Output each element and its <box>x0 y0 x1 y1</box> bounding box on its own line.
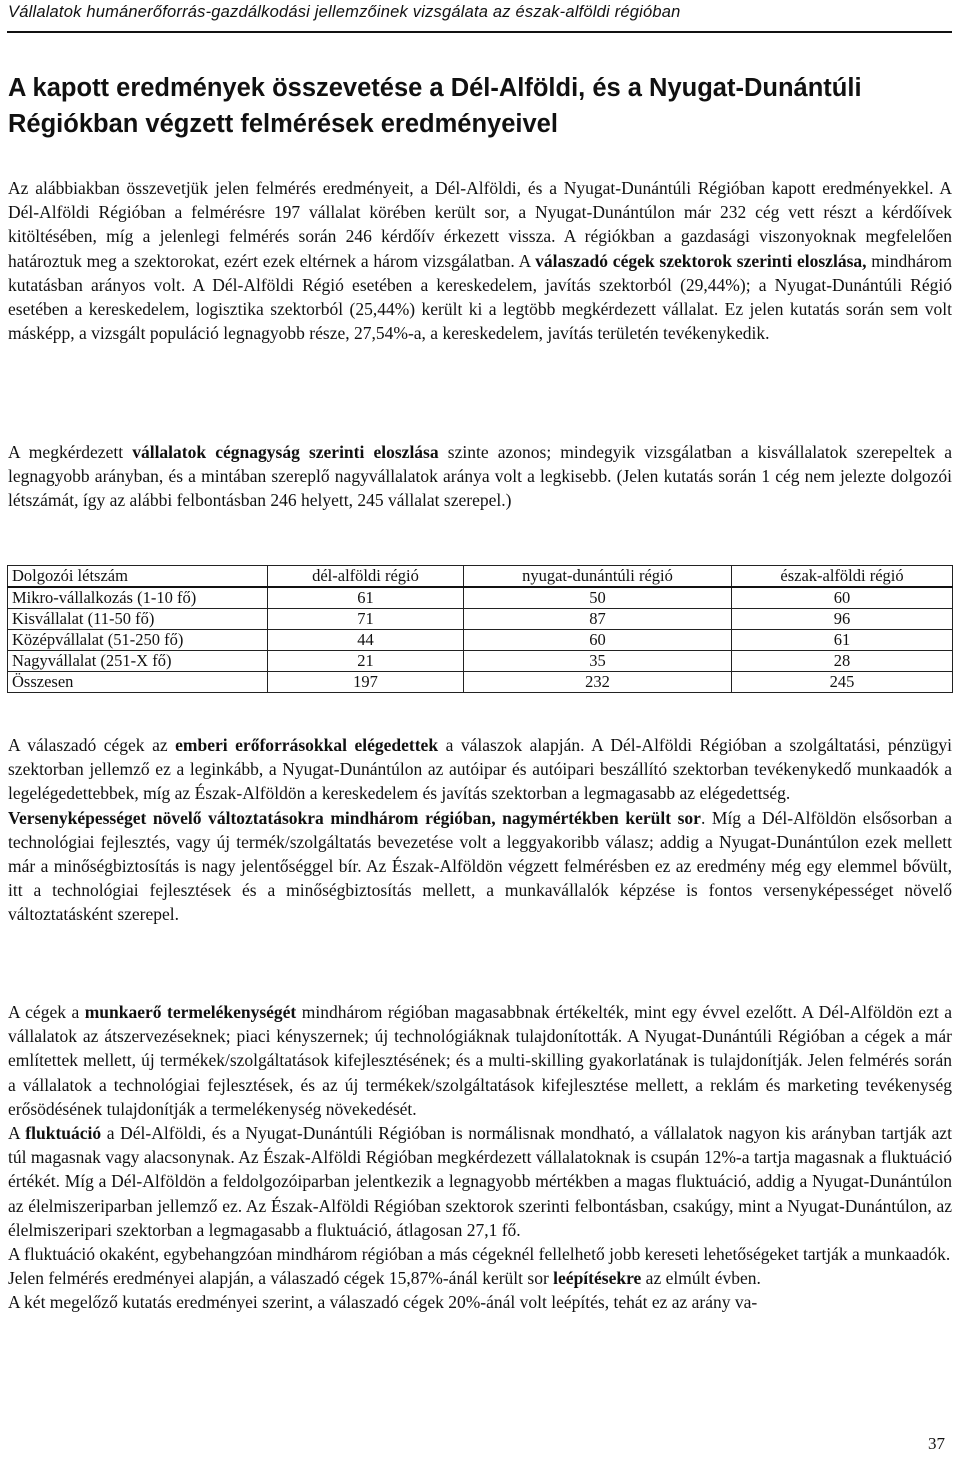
table-row <box>8 609 953 630</box>
table-header-cell: dél-alföldi régió <box>268 566 464 588</box>
text-run: A válaszadó cégek az <box>8 735 176 755</box>
table-cell: 96 <box>732 609 953 630</box>
text-run: Az alábbiakban összevetjük jelen felmérés eredményeit, a Dél-Alföldi, és a Nyugat-Dunántúli Régióban kapott eredményekkel. A Dél-Alföldi Régióban a felmérésre 197 vállalat körében került sor, a Nyugat-Dunántúlon már 232 cég vett részt a kérdőívek kitöltésében, míg a jelenlegi felmérés során 246 kérdőív érkezett vissza. A régiókban a gazdasági viszonyoknak megfelelően határoztuk meg a szektorokat, ezért ezek eltérnek a három vizsgálatban. A <box>8 178 952 271</box>
text-run: A cégek a <box>8 1002 85 1022</box>
table-cell: 61 <box>732 630 953 651</box>
text-run: mindhárom régióban magasabbnak értékelték, mint egy évvel ezelőtt. A Dél-Alföldön ezt a vállalatok az átszervezéseknek; piaci kényszernek; új technológiáknak tulajdonították. A Nyugat-Dunántúli Régióban a cégek a már említettek mellett, új termékek/szolgáltatások kifejlesztésének; és a multi-skilling gyakorlatának is tulajdonítják. Jelen felmérés során a vállalatok a technológiai fejlesztések, és az új termékek/szolgáltatások kifejlesztése mellett, a reklám és marketing tevékenység erősödésének tulajdonítják a termelékenység növekedését. <box>8 1002 952 1119</box>
table-cell: 50 <box>464 587 732 609</box>
page-number: 37 <box>928 1434 945 1453</box>
table-header-cell: Dolgozói létszám <box>8 566 268 588</box>
paragraph-hr-satisfaction <box>8 733 952 927</box>
table-header-cell: nyugat-dunántúli régió <box>464 566 732 588</box>
table-row <box>8 672 953 693</box>
row-label: Mikro-vállalkozás (1-10 fő) <box>8 587 268 609</box>
table-cell: 71 <box>268 609 464 630</box>
bold-run: munkaerő termelékenységét <box>84 1002 297 1022</box>
bold-run: válaszadó cégek szektorok szerinti eloszlása, <box>535 250 867 271</box>
row-label: Kisvállalat (11-50 fő) <box>8 609 268 630</box>
paragraph-sector-comparison <box>8 176 952 345</box>
bold-run: fluktuáció <box>25 1123 102 1144</box>
table-row <box>8 587 953 609</box>
bold-run: vállalatok cégnagyság szerinti eloszlása <box>132 442 439 462</box>
table-cell: 28 <box>732 651 953 672</box>
company-size-table <box>7 565 953 693</box>
text-run: mindhárom kutatásban arányos volt. A Dél-Alföldi Régió esetében a kereskedelem, javítás szektorból (29,44%); a Nyugat-Dunántúli Régió esetében a kereskedelem, logisztika szektorból (25,44%) került ki a legtöbb megkérdezett vállalat. Ez jelen kutatás során sem volt másképp, a vizsgált populáció legnagyobb része, 27,54%-a, a kereskedelem, javítás területén tevékenykedik. <box>8 250 952 344</box>
table-cell: 60 <box>464 630 732 651</box>
text-run: A <box>8 1123 26 1144</box>
table-cell: 87 <box>464 609 732 630</box>
table-row <box>8 651 953 672</box>
page-title: A kapott eredmények összevetése a Dél-Alföldi, és a Nyugat-Dunántúli Régiókban végzett felmérések eredményeivel <box>8 74 862 138</box>
text-run: az elmúlt évben. <box>641 1268 761 1289</box>
text-run: Jelen felmérés eredményei alapján, a válaszadó cégek 15,87%-ánál került sor <box>8 1268 554 1289</box>
text-run: A két megelőző kutatás eredményei szerint, a válaszadó cégek 20%-ánál volt leépítés, tehát ez az arány va- <box>8 1292 758 1313</box>
running-header: Vállalatok humánerőforrás-gazdálkodási jellemzőinek vizsgálata az észak-alföldi régióban <box>8 3 681 21</box>
text-run: A megkérdezett <box>8 442 133 462</box>
table-cell: 61 <box>268 587 464 609</box>
table-header-cell: észak-alföldi régió <box>732 566 953 588</box>
paragraph-company-size <box>8 440 952 513</box>
header-rule <box>7 31 952 33</box>
text-run: A fluktuáció okaként, egybehangzóan mindhárom régióban a más cégeknél fellelhető jobb kereseti lehetőségeket tartják a munkaadók. <box>8 1244 951 1265</box>
table-row <box>8 630 953 651</box>
bold-run: Versenyképességet növelő változtatásokra mindhárom régióban, nagymértékben került sor <box>8 807 701 828</box>
paragraph-productivity-fluctuation <box>8 1000 952 1315</box>
table-cell: 44 <box>268 630 464 651</box>
table-cell: 60 <box>732 587 953 609</box>
text-run: a Dél-Alföldi, és a Nyugat-Dunántúli Régióban is normálisnak mondható, a vállalatok nagyon kis arányban tartják azt túl magasnak vagy alacsonynak. Az Észak-Alföldi Régióban megkérdezett vállalatoknak is csupán 12%-a tartja magasnak a fluktuáció értékét. Míg a Dél-Alföldön a feldolgozóiparban jelentkezik a legnagyobb mértékben a magas fluktuáció, addig a Nyugat-Dunántúlon az élelmiszeriparban jellemző ez. Az Észak-Alföldi Régióban szektorok szerinti felbontásban, csakúgy, mint a Nyugat-Dunántúlon, az élelmiszeripari szektorban a legmagasabb a fluktuáció, átlagosan 27,1 fő. <box>8 1123 952 1240</box>
table-cell: 232 <box>464 672 732 693</box>
table-header-row <box>8 566 953 588</box>
bold-run: emberi erőforrásokkal elégedettek <box>175 735 439 755</box>
table-cell: 245 <box>732 672 953 693</box>
row-label: Nagyvállalat (251-X fő) <box>8 651 268 672</box>
bold-run: leépítésekre <box>553 1268 642 1289</box>
row-label: Középvállalat (51-250 fő) <box>8 630 268 651</box>
text-run: szinte azonos; mindegyik vizsgálatban a kisvállalatok szerepeltek a legnagyobb arányban, és a mintában szereplő nagyvállalatok aránya volt a legkisebb. (Jelen kutatás során 1 cég nem jelezte dolgozói létszámát, így az alábbi felbontásban 246 helyett, 245 vállalat szerepel.) <box>8 442 952 511</box>
table-cell: 21 <box>268 651 464 672</box>
text-run: a válaszok alapján. A Dél-Alföldi Régióban a szolgáltatási, pénzügyi szektorban jellemző ez a leginkább, a Nyugat-Dunántúlon az autóipar és autóipari beszállító szektorban tevékenykedő munkaadók a legelégedettebbek, míg az Észak-Alföldön a kereskedelem és javítás szektorban a legmagasabb az elégedettség. <box>8 735 952 804</box>
table-cell: 35 <box>464 651 732 672</box>
table-cell: 197 <box>268 672 464 693</box>
row-label: Összesen <box>8 672 268 693</box>
text-run: . Míg a Dél-Alföldön elsősorban a technológiai fejlesztés, vagy új termék/szolgáltatás bevezetése volt a leggyakoribb válasz; addig a Nyugat-Dunántúlon ezek mellett már a minőségbiztosítás is nagy jelentőséggel bír. Az Észak-Alföldön végzett felmérésben ez az eredmény még egy elemmel bővült, itt a technológiai fejlesztések és a minőségbiztosítás mellett, a munkavállalók képzése is fontos versenyképességet növelő változtatásként szerepel. <box>8 807 952 925</box>
